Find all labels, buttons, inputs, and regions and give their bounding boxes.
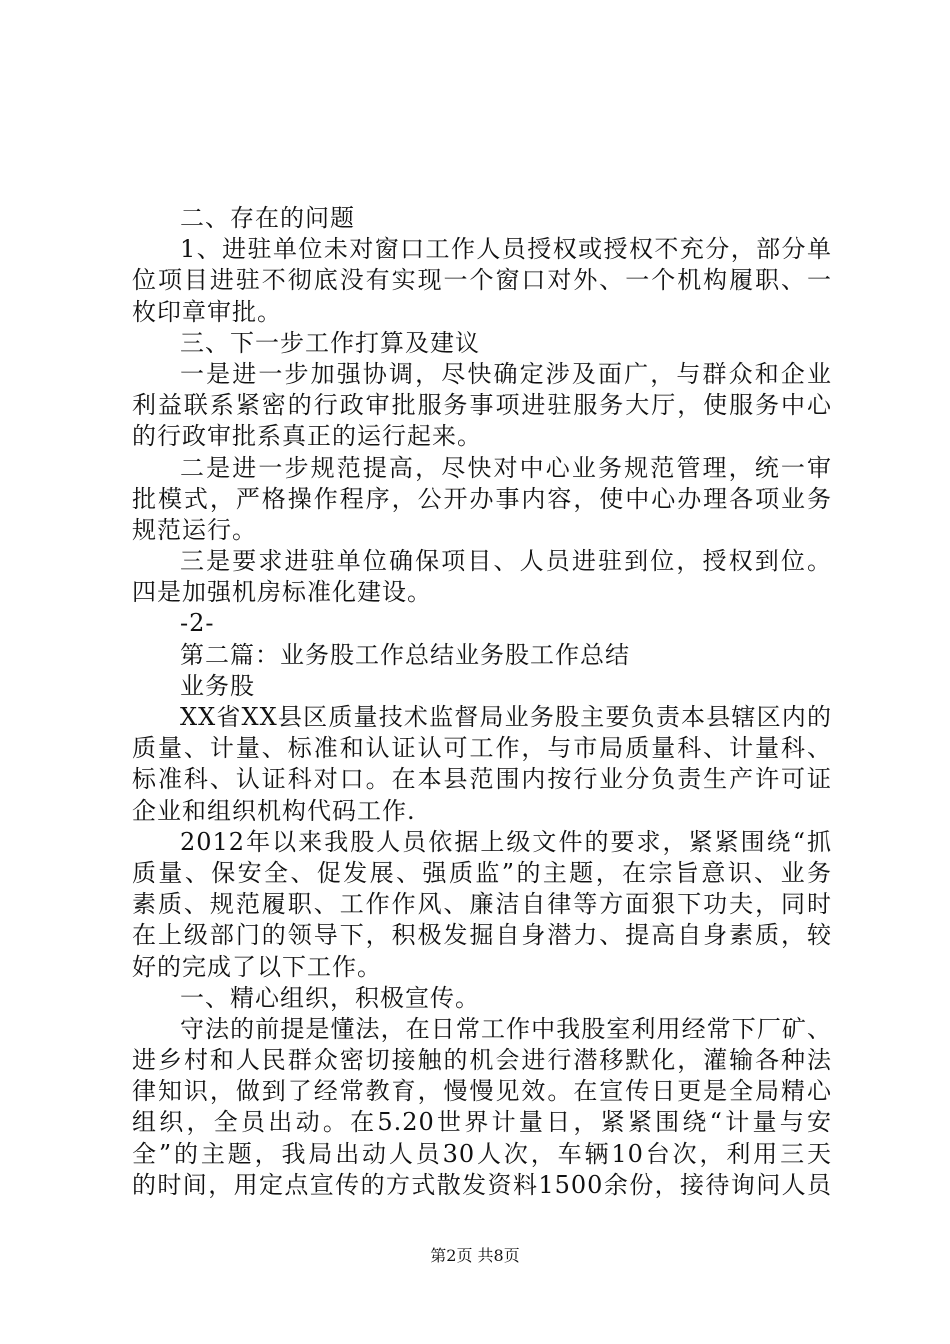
paragraph-line: 标准科、认证科对口。在本县范围内按行业分负责生产许可证 [132, 765, 832, 794]
paragraph-line: 组织，全员出动。在5.20世界计量日，紧紧围绕“计量与安 [132, 1108, 832, 1137]
paragraph-line: 二是进一步规范提高，尽快对中心业务规范管理，统一审 [180, 453, 832, 482]
paragraph-line: 四是加强机房标准化建设。 [132, 578, 432, 607]
paragraph-line: 质量、计量、标准和认证认可工作，与市局质量科、计量科、 [132, 734, 832, 763]
paragraph-line: 批模式，严格操作程序，公开办事内容，使中心办理各项业务 [132, 484, 832, 513]
paragraph-line: 规范运行。 [132, 515, 257, 544]
paragraph-line: 企业和组织机构代码工作. [132, 796, 416, 825]
paragraph-line: 利益联系紧密的行政审批服务事项进驻服务大厅，使服务中心 [132, 391, 832, 420]
paragraph-line: 律知识，做到了经常教育，慢慢见效。在宣传日更是全局精心 [132, 1077, 832, 1106]
department-name: 业务股 [180, 671, 255, 700]
paragraph-line: 进乡村和人民群众密切接触的机会进行潜移默化，灌输各种法 [132, 1046, 832, 1075]
section-heading: 一、精心组织，积极宣传。 [180, 983, 480, 1012]
paragraph-line: 质量、保安全、促发展、强质监”的主题，在宗旨意识、业务 [132, 858, 832, 887]
paragraph-line: 好的完成了以下工作。 [132, 952, 382, 981]
inline-page-number: -2- [180, 609, 215, 638]
document-body [132, 203, 832, 1201]
paragraph-line: 在上级部门的领导下，积极发掘自身潜力、提高自身素质，较 [132, 921, 832, 950]
page-footer: 第2页 共8页 [430, 1246, 520, 1265]
chapter-title: 第二篇：业务股工作总结业务股工作总结 [180, 640, 630, 669]
paragraph-line: 1、进驻单位未对窗口工作人员授权或授权不充分，部分单 [180, 235, 832, 264]
paragraph-line: 的行政审批系真正的运行起来。 [132, 422, 482, 451]
paragraph-line: XX省XX县区质量技术监督局业务股主要负责本县辖区内的 [180, 703, 832, 731]
paragraph-line: 全”的主题，我局出动人员30人次，车辆10台次，利用三天 [132, 1139, 832, 1168]
paragraph-line: 三是要求进驻单位确保项目、人员进驻到位，授权到位。 [180, 547, 832, 576]
paragraph-line: 一是进一步加强协调，尽快确定涉及面广，与群众和企业 [180, 359, 832, 388]
paragraph-line: 素质、规范履职、工作作风、廉洁自律等方面狠下功夫，同时 [132, 890, 832, 919]
paragraph-line: 2012年以来我股人员依据上级文件的要求，紧紧围绕“抓 [180, 827, 832, 856]
paragraph-line: 位项目进驻不彻底没有实现一个窗口对外、一个机构履职、一 [132, 266, 832, 295]
section-heading: 三、下一步工作打算及建议 [180, 328, 480, 357]
paragraph-line: 枚印章审批。 [132, 297, 282, 326]
paragraph-line: 的时间，用定点宣传的方式散发资料1500余份，接待询问人员 [132, 1170, 832, 1199]
section-heading: 二、存在的问题 [180, 204, 355, 232]
paragraph-line: 守法的前提是懂法，在日常工作中我股室利用经常下厂矿、 [180, 1014, 832, 1043]
